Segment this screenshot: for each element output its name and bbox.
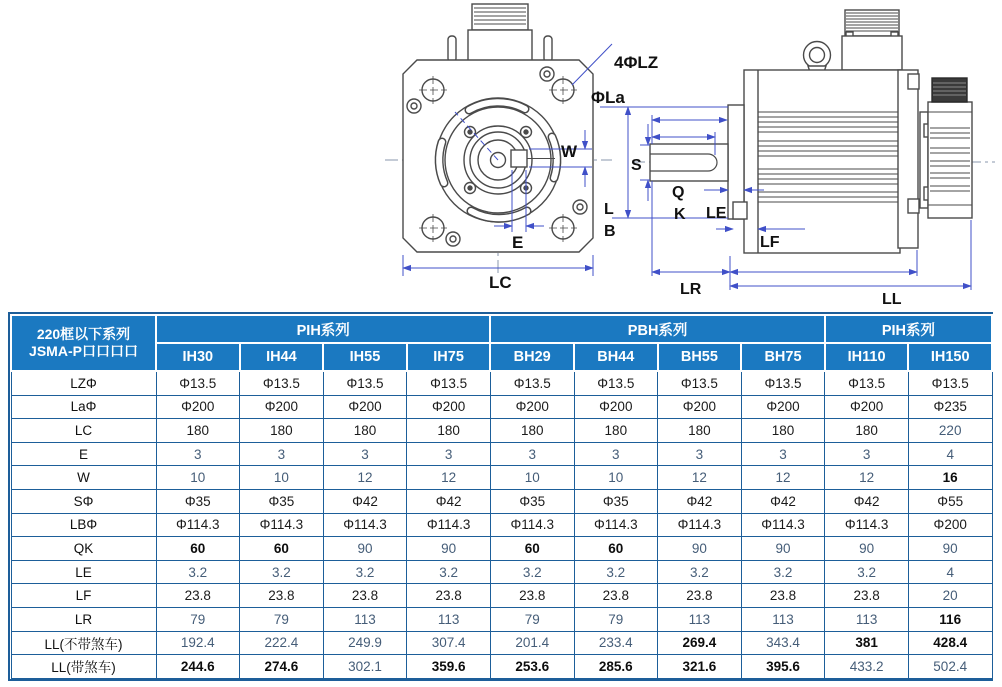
model-header-bh44: BH44 <box>574 343 658 371</box>
row-label: SΦ <box>11 489 156 513</box>
table-cell: 90 <box>407 537 491 561</box>
encoder-body <box>928 102 972 218</box>
series-corner-cell <box>11 315 156 371</box>
row-label: LBΦ <box>11 513 156 537</box>
table-cell: 285.6 <box>574 655 658 679</box>
table-cell: 23.8 <box>825 584 909 608</box>
table-cell: Φ13.5 <box>741 371 825 395</box>
table-cell: 3.2 <box>240 560 324 584</box>
table-cell: 321.6 <box>658 655 742 679</box>
table-cell: Φ200 <box>490 395 574 419</box>
table-cell: 201.4 <box>490 631 574 655</box>
model-header-ih150: IH150 <box>908 343 992 371</box>
eyebolt <box>804 42 831 73</box>
table-cell: Φ42 <box>741 489 825 513</box>
table-cell: 180 <box>825 419 909 443</box>
table-cell: 60 <box>240 537 324 561</box>
row-label: LZΦ <box>11 371 156 395</box>
table-cell: Φ235 <box>908 395 992 419</box>
table-cell: Φ35 <box>156 489 240 513</box>
model-header-ih110: IH110 <box>825 343 909 371</box>
label-la: ΦLa <box>591 88 625 107</box>
table-cell: 343.4 <box>741 631 825 655</box>
row-label: LL(带煞车) <box>11 655 156 679</box>
table-row <box>11 631 992 655</box>
series-group-header-0: PIH系列 <box>156 315 490 343</box>
table-row <box>11 513 992 537</box>
table-cell: 3 <box>156 442 240 466</box>
table-cell: 20 <box>908 584 992 608</box>
table-cell: Φ42 <box>658 489 742 513</box>
label-ll: LL <box>882 291 902 308</box>
table-cell: Φ42 <box>825 489 909 513</box>
table-cell: 274.6 <box>240 655 324 679</box>
row-label: LR <box>11 607 156 631</box>
side-view <box>632 10 995 253</box>
table-row <box>11 371 992 395</box>
table-cell: Φ200 <box>658 395 742 419</box>
table-cell: 90 <box>825 537 909 561</box>
table-cell: Φ35 <box>240 489 324 513</box>
table-cell: Φ35 <box>490 489 574 513</box>
table-cell: 23.8 <box>407 584 491 608</box>
model-header-ih44: IH44 <box>240 343 324 371</box>
table-cell: Φ13.5 <box>156 371 240 395</box>
table-cell: Φ114.3 <box>323 513 407 537</box>
row-label: LaΦ <box>11 395 156 419</box>
table-cell: 60 <box>574 537 658 561</box>
label-4-lz: 4ΦLZ <box>614 53 659 72</box>
label-l: L <box>604 201 614 218</box>
table-cell: 180 <box>407 419 491 443</box>
table-cell: 180 <box>574 419 658 443</box>
table-cell: 3 <box>490 442 574 466</box>
table-cell: 222.4 <box>240 631 324 655</box>
table-cell: 3 <box>574 442 658 466</box>
side-top-connector <box>842 10 902 70</box>
table-cell: 60 <box>490 537 574 561</box>
table-row <box>11 584 992 608</box>
table-cell: 502.4 <box>908 655 992 679</box>
table-cell: 180 <box>240 419 324 443</box>
table-cell: Φ200 <box>741 395 825 419</box>
table-cell: Φ55 <box>908 489 992 513</box>
table-row <box>11 560 992 584</box>
table-cell: 433.2 <box>825 655 909 679</box>
table-cell: Φ114.3 <box>490 513 574 537</box>
table-cell: 3 <box>825 442 909 466</box>
label-w: W <box>561 142 578 161</box>
table-cell: Φ42 <box>407 489 491 513</box>
table-cell: 79 <box>240 607 324 631</box>
table-cell: Φ200 <box>240 395 324 419</box>
table-cell: 12 <box>741 466 825 490</box>
table-cell: 359.6 <box>407 655 491 679</box>
table-cell: Φ200 <box>908 513 992 537</box>
model-header-ih75: IH75 <box>407 343 491 371</box>
row-label: LL(不带煞车) <box>11 631 156 655</box>
row-label: LC <box>11 419 156 443</box>
table-cell: Φ13.5 <box>825 371 909 395</box>
front-view <box>385 4 612 274</box>
table-cell: 395.6 <box>741 655 825 679</box>
table-cell: 60 <box>156 537 240 561</box>
table-cell: 220 <box>908 419 992 443</box>
row-label: W <box>11 466 156 490</box>
table-cell: Φ13.5 <box>323 371 407 395</box>
table-cell: 12 <box>825 466 909 490</box>
motor-body <box>744 70 900 253</box>
table-cell: 116 <box>908 607 992 631</box>
table-cell: 3 <box>407 442 491 466</box>
table-cell: 3 <box>240 442 324 466</box>
table-row <box>11 442 992 466</box>
table-cell: 3 <box>658 442 742 466</box>
table-cell: Φ13.5 <box>490 371 574 395</box>
table-cell: 12 <box>407 466 491 490</box>
table-cell: 113 <box>323 607 407 631</box>
table-cell: 3.2 <box>825 560 909 584</box>
table-cell: 23.8 <box>658 584 742 608</box>
table-cell: 12 <box>323 466 407 490</box>
table-cell: 90 <box>323 537 407 561</box>
label-k: K <box>674 206 686 223</box>
table-cell: 3.2 <box>407 560 491 584</box>
table-cell: 180 <box>741 419 825 443</box>
label-e: E <box>512 233 524 252</box>
model-header-bh55: BH55 <box>658 343 742 371</box>
flange-tab <box>733 202 747 219</box>
table-cell: 90 <box>658 537 742 561</box>
table-cell: 113 <box>825 607 909 631</box>
table-cell: Φ114.3 <box>574 513 658 537</box>
label-b: B <box>604 223 616 240</box>
spec-table <box>10 314 993 679</box>
label-s: S <box>631 157 642 174</box>
table-row <box>11 466 992 490</box>
table-cell: 192.4 <box>156 631 240 655</box>
table-cell: 249.9 <box>323 631 407 655</box>
corner-line1: 220框以下系列 <box>36 325 131 342</box>
table-cell: 23.8 <box>741 584 825 608</box>
table-row <box>11 489 992 513</box>
model-header-bh29: BH29 <box>490 343 574 371</box>
table-cell: 79 <box>574 607 658 631</box>
table-cell: 113 <box>407 607 491 631</box>
table-cell: 180 <box>323 419 407 443</box>
table-cell: 3.2 <box>741 560 825 584</box>
table-cell: 10 <box>490 466 574 490</box>
shaft <box>650 144 728 181</box>
table-cell: 253.6 <box>490 655 574 679</box>
table-cell: Φ13.5 <box>658 371 742 395</box>
table-row <box>11 395 992 419</box>
table-cell: 10 <box>240 466 324 490</box>
table-cell: 79 <box>156 607 240 631</box>
table-cell: Φ114.3 <box>741 513 825 537</box>
table-cell: 3.2 <box>323 560 407 584</box>
table-cell: Φ200 <box>825 395 909 419</box>
front-connector <box>468 4 532 62</box>
table-row <box>11 607 992 631</box>
table-cell: Φ42 <box>323 489 407 513</box>
table-cell: 3 <box>323 442 407 466</box>
table-cell: 3.2 <box>658 560 742 584</box>
model-header-ih55: IH55 <box>323 343 407 371</box>
table-cell: 4 <box>908 442 992 466</box>
pin-right <box>544 36 552 62</box>
table-cell: 23.8 <box>323 584 407 608</box>
table-cell: Φ13.5 <box>240 371 324 395</box>
model-header-bh75: BH75 <box>741 343 825 371</box>
table-cell: Φ200 <box>156 395 240 419</box>
table-cell: 428.4 <box>908 631 992 655</box>
table-cell: 23.8 <box>490 584 574 608</box>
series-group-header-1: PBH系列 <box>490 315 824 343</box>
table-cell: 23.8 <box>574 584 658 608</box>
label-le: LE <box>706 205 727 222</box>
table-cell: 10 <box>574 466 658 490</box>
table-cell: 90 <box>741 537 825 561</box>
table-row <box>11 419 992 443</box>
table-row <box>11 537 992 561</box>
table-cell: 180 <box>156 419 240 443</box>
label-lc: LC <box>489 273 512 292</box>
row-label: LE <box>11 560 156 584</box>
table-cell: 113 <box>741 607 825 631</box>
table-cell: 10 <box>156 466 240 490</box>
label-lr: LR <box>680 281 702 298</box>
table-cell: 180 <box>658 419 742 443</box>
series-group-header-2: PIH系列 <box>825 315 992 343</box>
table-cell: 381 <box>825 631 909 655</box>
table-cell: 180 <box>490 419 574 443</box>
table-cell: Φ13.5 <box>407 371 491 395</box>
table-cell: Φ114.3 <box>658 513 742 537</box>
model-header-ih30: IH30 <box>156 343 240 371</box>
table-cell: 23.8 <box>240 584 324 608</box>
row-label: LF <box>11 584 156 608</box>
table-cell: 90 <box>908 537 992 561</box>
table-cell: 113 <box>658 607 742 631</box>
rear-plate <box>898 70 919 248</box>
table-cell: Φ200 <box>407 395 491 419</box>
motor-dimension-drawing <box>0 0 1002 312</box>
table-cell: Φ13.5 <box>908 371 992 395</box>
spec-table-wrapper <box>8 312 993 681</box>
table-cell: 4 <box>908 560 992 584</box>
table-cell: 3.2 <box>490 560 574 584</box>
table-cell: 269.4 <box>658 631 742 655</box>
table-row <box>11 655 992 679</box>
table-cell: 12 <box>658 466 742 490</box>
label-q: Q <box>672 184 685 201</box>
table-cell: 302.1 <box>323 655 407 679</box>
table-cell: 3 <box>741 442 825 466</box>
table-cell: 3.2 <box>574 560 658 584</box>
table-cell: 244.6 <box>156 655 240 679</box>
table-cell: 233.4 <box>574 631 658 655</box>
keyway-front <box>511 150 527 167</box>
corner-line2: JSMA-P口口口口 <box>29 343 138 359</box>
table-cell: 23.8 <box>156 584 240 608</box>
row-label: E <box>11 442 156 466</box>
table-cell: Φ13.5 <box>574 371 658 395</box>
table-cell: 3.2 <box>156 560 240 584</box>
label-lf: LF <box>760 234 780 251</box>
table-cell: Φ35 <box>574 489 658 513</box>
encoder-connector <box>932 78 967 102</box>
table-cell: Φ114.3 <box>407 513 491 537</box>
pin-left <box>448 36 456 62</box>
table-cell: 307.4 <box>407 631 491 655</box>
table-cell: 16 <box>908 466 992 490</box>
table-cell: Φ114.3 <box>825 513 909 537</box>
table-cell: Φ200 <box>323 395 407 419</box>
table-cell: 79 <box>490 607 574 631</box>
row-label: QK <box>11 537 156 561</box>
table-cell: Φ114.3 <box>240 513 324 537</box>
table-cell: Φ200 <box>574 395 658 419</box>
table-cell: Φ114.3 <box>156 513 240 537</box>
